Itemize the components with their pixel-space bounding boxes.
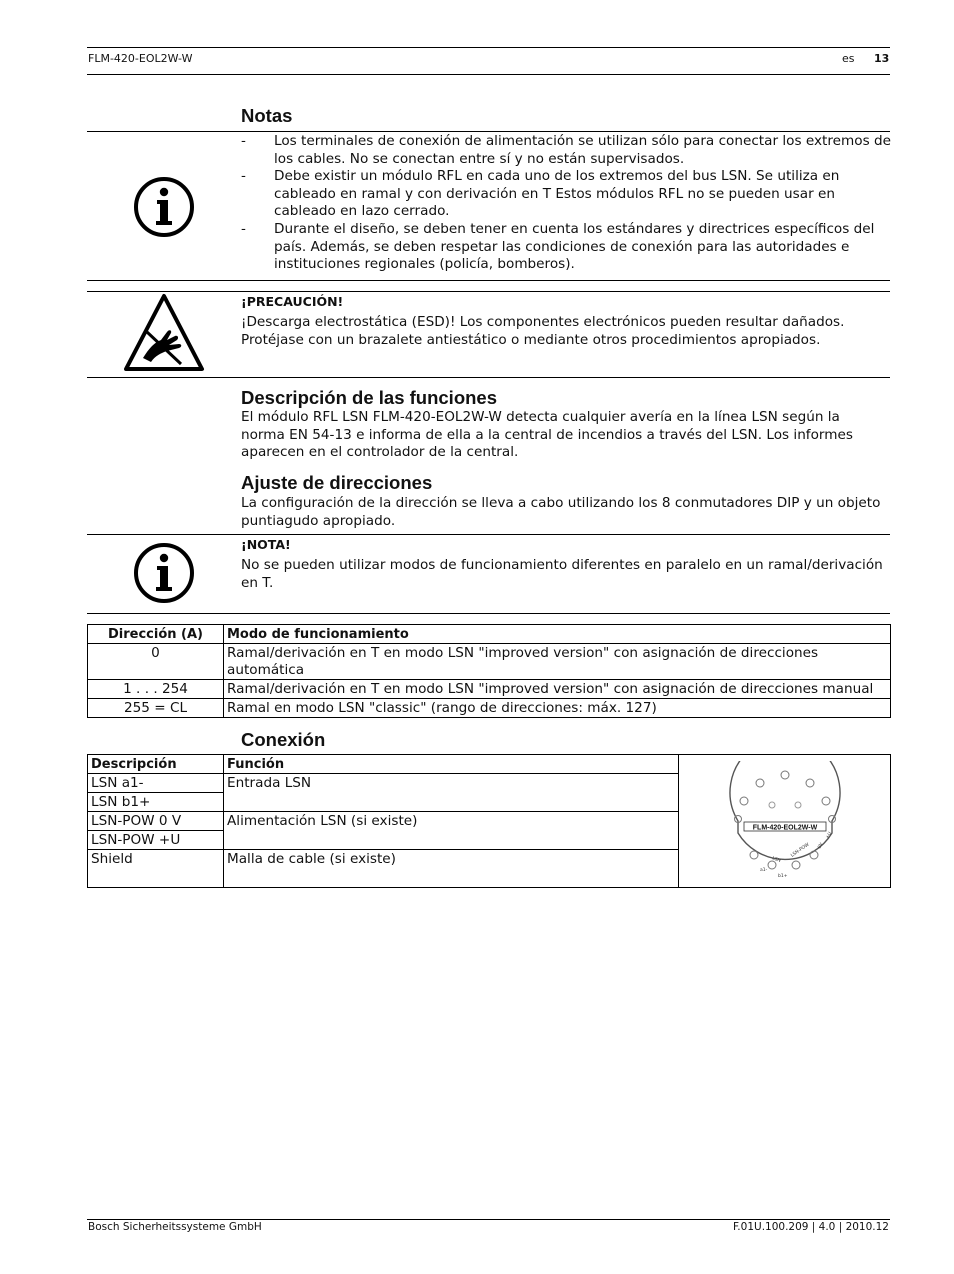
table-header-row [88, 625, 891, 644]
table-row [88, 699, 891, 718]
direcciones-text: La configuración de la dirección se lleva a cabo utilizando los 8 conmutadores DIP y un objeto puntiagudo apropiado. [241, 495, 881, 529]
header-rule-bottom [87, 74, 890, 75]
terminal-label: b1+ [777, 874, 787, 879]
table-cell: 255 = CL [88, 699, 224, 718]
terminal-label: a1- [759, 868, 767, 873]
info-icon [133, 176, 195, 238]
nota-text: No se pueden utilizar modos de funcionamiento diferentes en paralelo en un ramal/derivación en T. [241, 557, 883, 591]
table-cell: LSN a1- [88, 774, 224, 793]
funciones-text: El módulo RFL LSN FLM-420-EOL2W-W detecta cualquier avería en la línea LSN según la norma EN 54-13 e informa de ella a la central de incendios a través del LSN. Los informes aparecen en el controlador de la central. [241, 409, 853, 461]
header-rule-top [87, 47, 890, 48]
table-cell: 0 [88, 644, 224, 680]
table-cell: LSN-POW +U [88, 831, 224, 850]
list-item-text: Durante el diseño, se deben tener en cuenta los estándares y directrices específicos del país. Además, se deben respetar las condiciones de conexión para las autoridades e instituciones regionales (policía, bomberos). [274, 220, 875, 273]
list-dash: - [241, 133, 246, 149]
caution-text: ¡Descarga electrostática (ESD)! Los componentes electrónicos pueden resultar dañados. Protéjase con un brazalete antiestático o mediante otros procedimientos apropiados. [241, 314, 845, 348]
list-item-text: Debe existir un módulo RFL en cada uno de los extremos del bus LSN. Se utiliza en cableado en ramal y con derivación en T Estos módulos RFL no se pueden usar en cableado en lazo cerrado. [274, 168, 840, 220]
list-dash: - [241, 220, 246, 237]
notas-list [241, 133, 891, 274]
notas-rule-bottom [87, 280, 890, 281]
header-doc-id: FLM-420-EOL2W-W [88, 52, 193, 65]
list-item [241, 133, 891, 168]
footer-rule [87, 1219, 890, 1220]
table-cell: Entrada LSN [224, 774, 679, 812]
terminal-label: LSN-POW [789, 842, 810, 859]
table-cell: Ramal en modo LSN "classic" (rango de direcciones: máx. 127) [224, 699, 891, 718]
connection-table [87, 754, 891, 888]
table-cell: Shield [88, 850, 224, 888]
notas-title: Notas [241, 105, 293, 126]
footer-docinfo: F.01U.100.209 | 4.0 | 2010.12 [732, 1221, 889, 1233]
funciones-title: Descripción de las funciones [241, 387, 497, 408]
table-cell: Ramal/derivación en T en modo LSN "improved version" con asignación de direcciones manual [224, 680, 891, 699]
caution-label: ¡PRECAUCIÓN! [241, 294, 344, 309]
list-item [241, 221, 891, 274]
list-item-text: Los terminales de conexión de alimentación se utilizan sólo para conectar los extremos de los cables. No se conectan entre sí y no están supervisados. [274, 133, 891, 167]
table-row [88, 644, 891, 680]
info-icon [133, 542, 195, 604]
module-diagram-cell [679, 755, 891, 888]
table-header-cell: Función [224, 755, 679, 774]
nota-rule-bottom [87, 613, 890, 614]
module-label: FLM-420-EOL2W-W [752, 824, 817, 832]
caution-rule-bottom [87, 377, 890, 378]
table-header-cell: Dirección (A) [88, 625, 224, 644]
header-lang: es [842, 52, 855, 65]
table-header-cell: Modo de funcionamiento [224, 625, 891, 644]
list-item [241, 168, 891, 221]
esd-warning-icon [123, 292, 205, 372]
notas-rule-top [87, 131, 890, 132]
table-header-row [88, 755, 891, 774]
nota-rule-top [87, 534, 890, 535]
table-cell: LSN-POW 0 V [88, 812, 224, 831]
table-cell: 1 . . . 254 [88, 680, 224, 699]
direcciones-title: Ajuste de direcciones [241, 472, 433, 493]
table-header-cell: Descripción [88, 755, 224, 774]
address-table [87, 624, 891, 718]
header-page-number: 13 [874, 52, 890, 65]
table-cell: Ramal/derivación en T en modo LSN "improved version" con asignación de direcciones automática [224, 644, 891, 680]
terminal-label: +U [824, 831, 833, 840]
terminal-label: 0V [816, 842, 825, 850]
table-cell: Malla de cable (si existe) [224, 850, 679, 888]
conexion-title: Conexión [241, 729, 326, 750]
list-dash: - [241, 168, 246, 185]
nota-label: ¡NOTA! [241, 537, 291, 552]
module-diagram [720, 761, 850, 881]
table-cell: LSN b1+ [88, 793, 224, 812]
caution-rule-top [87, 291, 890, 292]
table-row [88, 680, 891, 699]
footer-company: Bosch Sicherheitssysteme GmbH [88, 1221, 262, 1233]
table-cell: Alimentación LSN (si existe) [224, 812, 679, 850]
terminal-label: LSN [770, 856, 781, 864]
